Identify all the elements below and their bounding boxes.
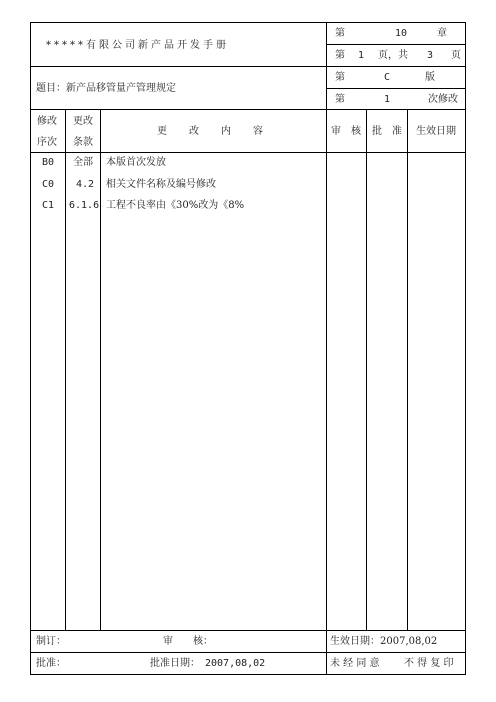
page-number: 1: [358, 50, 365, 61]
revision-suffix: 次修改: [428, 94, 458, 105]
colhead-effective-date: 生效日期: [416, 126, 456, 137]
rule-seq-col: [65, 109, 66, 631]
colhead-approve: 批 准: [372, 126, 402, 137]
row-content: 工程不良率由《30%改为《8%: [106, 200, 245, 211]
rule-approve-col: [407, 109, 408, 631]
footer-approve-date: 2007,08,02: [205, 658, 266, 669]
page-suffix: 页: [451, 50, 461, 61]
row-content: 本版首次发放: [106, 157, 166, 168]
chapter-suffix: 章: [437, 28, 447, 39]
rule-clause-col: [100, 109, 101, 631]
rule-right: [465, 22, 466, 675]
version-suffix: 版: [425, 72, 435, 83]
revision-prefix: 第: [335, 94, 345, 105]
row-clause: 全部: [73, 157, 93, 168]
colhead-seq-line2: 序次: [37, 137, 57, 148]
document-subject: 题目：新产品移管量产管理规定: [36, 83, 176, 94]
rule-version-sep: [326, 88, 466, 89]
rule-header-mid-right: [326, 44, 466, 45]
footer-notice-no-consent: 未 经 同 意: [330, 658, 380, 669]
footer-reviewed: 审 核：: [163, 636, 213, 647]
footer-prepared: 制订：: [36, 636, 66, 647]
footer-approved: 批准：: [36, 658, 66, 669]
rule-header-sep: [30, 66, 466, 67]
version-prefix: 第: [335, 72, 345, 83]
rule-colhead-sep: [30, 152, 466, 153]
rule-review-col: [366, 109, 367, 631]
footer-notice-no-copy: 不 得 复 印: [404, 658, 454, 669]
colhead-clause-line1: 更改: [73, 116, 93, 127]
row-seq: B0: [42, 157, 55, 168]
row-clause: 6.1.6: [69, 200, 100, 211]
page-prefix: 第: [335, 50, 345, 61]
rule-title-sep: [30, 109, 466, 110]
rule-left: [30, 22, 31, 675]
page-mid: 页，共: [378, 50, 408, 61]
footer-approve-date-label: 批准日期：: [150, 658, 200, 669]
row-content: 相关文件名称及编号修改: [106, 179, 216, 190]
page-total: 3: [427, 50, 434, 61]
colhead-review: 审 核: [331, 126, 361, 137]
rule-bottom: [30, 674, 466, 675]
colhead-seq-line1: 修改: [37, 116, 57, 127]
rule-header-right-col: [326, 22, 327, 675]
footer-effective-date: 生效日期：2007,08,02: [330, 636, 438, 647]
rule-top: [30, 22, 466, 23]
rule-body-bottom: [30, 630, 466, 631]
version-letter: C: [384, 72, 391, 83]
colhead-content: 更 改 内 容: [157, 126, 269, 137]
colhead-clause-line2: 条款: [73, 137, 93, 148]
company-manual-title: *****有限公司新产品开发手册: [46, 40, 229, 51]
row-seq: C1: [42, 200, 55, 211]
row-clause: 4.2: [76, 179, 95, 190]
row-seq: C0: [42, 179, 55, 190]
chapter-prefix: 第: [335, 28, 345, 39]
chapter-number: 10: [395, 28, 408, 39]
rule-footer-mid: [30, 652, 466, 653]
revision-number: 1: [384, 94, 391, 105]
